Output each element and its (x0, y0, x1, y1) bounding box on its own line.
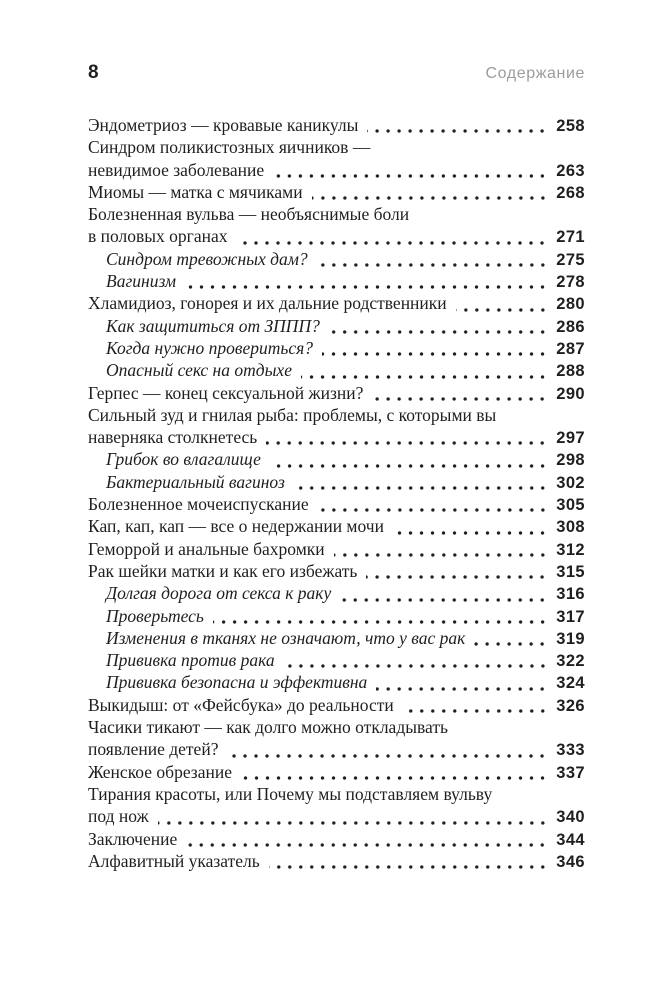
toc-page-number: 278 (556, 273, 585, 292)
toc-entry-title: Бактериальный вагиноз (106, 471, 285, 492)
toc-entry-title: Герпес — конец сексуальной жизни? (88, 382, 364, 403)
toc-entry-title: Рак шейки матки и как его избежать (88, 560, 358, 581)
toc-entry-title: Как защититься от ЗППП? (106, 315, 320, 336)
toc-page-number: 312 (556, 540, 585, 559)
toc-page-number: 324 (556, 674, 585, 693)
toc-row (88, 137, 585, 159)
dot-leader (312, 196, 548, 200)
toc-page-number: 346 (556, 852, 585, 871)
running-header-title: Содержание (485, 65, 585, 82)
dot-leader (376, 687, 548, 691)
dot-leader (403, 709, 548, 713)
toc-entry-title: Женское обрезание (88, 761, 232, 782)
toc-page-number: 326 (556, 696, 585, 715)
dot-leader (158, 821, 548, 825)
toc-row (88, 583, 585, 605)
toc-entry-title: Геморрой и анальные бахромки (88, 538, 325, 559)
dot-leader (273, 174, 548, 178)
toc-entry-title: Проверьтесь (106, 605, 204, 626)
toc-entry-title: Опасный секс на отдыхе (106, 360, 292, 381)
dot-leader (294, 486, 548, 490)
toc-row (88, 160, 585, 182)
toc-page-number: 288 (556, 362, 585, 381)
toc-page-number: 302 (556, 473, 585, 492)
toc-entry-title: наверняка столкнетесь (88, 427, 258, 448)
toc-row (88, 672, 585, 694)
dot-leader (241, 776, 548, 780)
toc-row (88, 226, 585, 248)
dot-leader (318, 508, 548, 512)
toc-entry-title: Болезненная вульва — необъяснимые боли (88, 204, 410, 225)
toc-row (88, 293, 585, 315)
toc-page-number: 344 (556, 830, 585, 849)
toc-page-number: 308 (556, 518, 585, 537)
dot-leader (236, 241, 548, 245)
toc-page-number: 319 (556, 629, 585, 648)
toc-row (88, 316, 585, 338)
dot-leader (456, 308, 548, 312)
toc-entry-title: Вагинизм (106, 271, 177, 292)
dot-leader (317, 263, 548, 267)
toc-entry-title: Прививка против рака (106, 650, 275, 671)
toc-row (88, 695, 585, 717)
toc-page-number: 305 (556, 496, 585, 515)
toc-entry-title: Изменения в тканях не означают, что у вас рак (106, 627, 466, 648)
toc-row (88, 606, 585, 628)
toc-page-number: 258 (556, 117, 585, 135)
toc-entry-title: Прививка безопасна и эффективна (106, 672, 368, 693)
dot-leader (284, 664, 548, 668)
toc-page-number: 271 (556, 228, 585, 247)
toc-row (88, 494, 585, 516)
toc-entry-title: в половых органах (88, 226, 228, 247)
toc-row (88, 360, 585, 382)
toc-entry-title: Эндометриоз — кровавые каникулы (88, 115, 359, 135)
toc-entry-title: Сильный зуд и гнилая рыба: проблемы, с которыми вы (88, 404, 497, 425)
toc-list (88, 115, 585, 873)
dot-leader (334, 553, 548, 557)
toc-entry-title: Синдром поликистозных яичников — (88, 137, 371, 158)
toc-entry-title: Хламидиоз, гонорея и их дальние родственники (88, 293, 447, 314)
toc-entry-title: Грибок во влагалище (106, 449, 261, 470)
toc-row (88, 115, 585, 137)
toc-entry-title: Болезненное мочеиспускание (88, 494, 309, 515)
dot-leader (213, 620, 548, 624)
toc-entry-title: Выкидыш: от «Фейсбука» до реальности (88, 694, 394, 715)
toc-page-number: 317 (556, 607, 585, 626)
toc-row (88, 650, 585, 672)
toc-page-number: 297 (556, 429, 585, 448)
toc-page-number: 280 (556, 295, 585, 314)
dot-leader (186, 843, 548, 847)
dot-leader (322, 352, 548, 356)
toc-page-number: 290 (556, 384, 585, 403)
toc-entry-title: Долгая дорога от секса к раку (106, 583, 332, 604)
dot-leader (227, 754, 548, 758)
toc-row (88, 739, 585, 761)
toc-entry-title: Когда нужно провериться? (106, 337, 313, 358)
toc-entry-title: Миомы — матка с мячиками (88, 181, 303, 202)
dot-leader (269, 865, 548, 869)
dot-leader (270, 464, 548, 468)
dot-leader (329, 330, 548, 334)
toc-row (88, 472, 585, 494)
toc-entry-title: Кап, кап, кап — все о недержании мочи (88, 516, 384, 537)
toc-page-number: 298 (556, 451, 585, 470)
toc-page-number: 315 (556, 562, 585, 581)
toc-entry-title: Тирания красоты, или Почему мы подставляем вульву (88, 783, 493, 804)
toc-row (88, 405, 585, 427)
toc-row (88, 762, 585, 784)
toc-page-number: 275 (556, 250, 585, 269)
toc-row (88, 204, 585, 226)
toc-row (88, 829, 585, 851)
toc-page-number: 333 (556, 741, 585, 760)
toc-entry-title: Часики тикают — как долго можно откладывать (88, 717, 448, 738)
toc-page-number: 263 (556, 161, 585, 180)
toc-row (88, 561, 585, 583)
toc-row (88, 806, 585, 828)
toc-entry-title: под нож (88, 806, 149, 827)
toc-row (88, 784, 585, 806)
dot-leader (301, 375, 548, 379)
toc-row (88, 717, 585, 739)
toc-entry-title: Синдром тревожных дам? (106, 248, 308, 269)
toc-page-number: 340 (556, 808, 585, 827)
toc-row (88, 628, 585, 650)
toc-entry-title: невидимое заболевание (88, 159, 265, 180)
toc-page-number: 287 (556, 339, 585, 358)
toc-page-number: 322 (556, 652, 585, 671)
toc-row (88, 516, 585, 538)
toc-row (88, 539, 585, 561)
toc-row (88, 427, 585, 449)
toc-entry-title: Заключение (88, 828, 178, 849)
toc-page-number: 286 (556, 317, 585, 336)
toc-page-number: 337 (556, 763, 585, 782)
dot-leader (393, 531, 548, 535)
toc-page-number: 316 (556, 585, 585, 604)
dot-leader (266, 441, 548, 445)
toc-row (88, 338, 585, 360)
toc-row (88, 182, 585, 204)
toc-row (88, 249, 585, 271)
dot-leader (366, 575, 548, 579)
folio-page-number: 8 (88, 62, 99, 83)
toc-row (88, 383, 585, 405)
dot-leader (340, 598, 548, 602)
toc-row (88, 271, 585, 293)
dot-leader (372, 397, 548, 401)
toc-row (88, 449, 585, 471)
dot-leader (367, 129, 548, 133)
dot-leader (185, 285, 548, 289)
toc-row (88, 851, 585, 873)
toc-entry-title: Алфавитный указатель (88, 850, 260, 871)
toc-entry-title: появление детей? (88, 739, 219, 760)
page-header (0, 0, 645, 84)
dot-leader (474, 642, 548, 646)
toc-page-number: 268 (556, 183, 585, 202)
